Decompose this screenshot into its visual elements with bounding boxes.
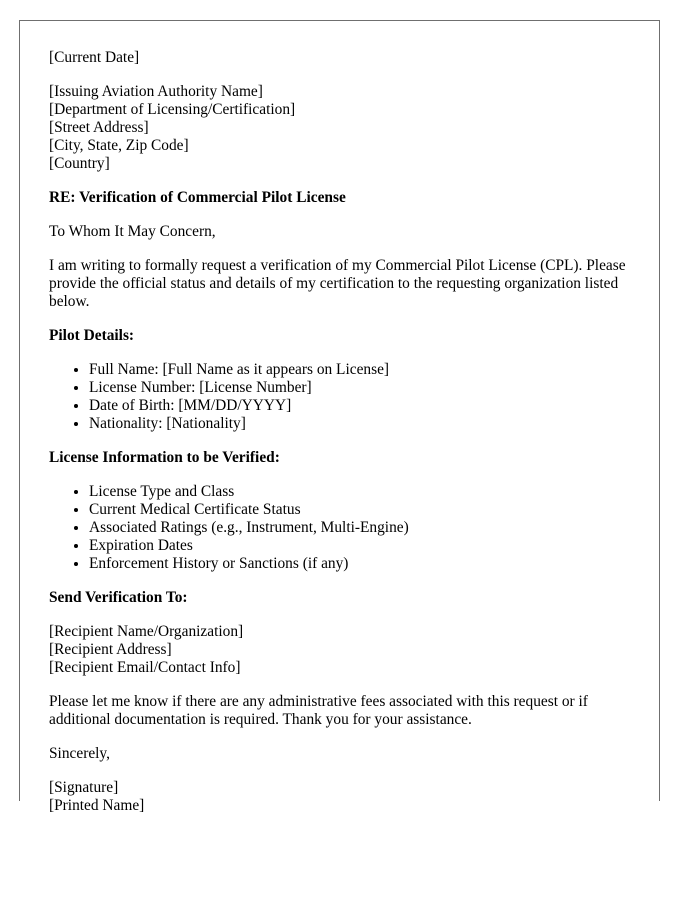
send-to-line: [Recipient Address] [49,641,172,658]
address-line: [Department of Licensing/Certification] [49,101,296,118]
license-info-heading: License Information to be Verified: [49,449,280,466]
send-to-heading: Send Verification To: [49,589,188,606]
date-line [49,49,639,67]
date: [Current Date] [49,49,140,66]
letter-page [19,20,660,814]
salutation: To Whom It May Concern, [49,223,216,240]
list-item: • Nationality: [Nationality] [89,415,639,433]
pilot-details-list [49,361,639,433]
send-to-block [49,623,639,677]
list-item: • License Type and Class [89,483,639,501]
sign-off: Sincerely, [49,745,110,762]
signature-line: [Signature] [49,779,119,796]
list-item: • Enforcement History or Sanctions (if any) [89,555,639,573]
list-item: • License Number: [License Number] [89,379,639,397]
address-line: [Street Address] [49,119,149,136]
address-line: [Country] [49,155,110,172]
list-item: • Full Name: [Full Name as it appears on License] [89,361,639,379]
recipient-address [49,83,639,173]
list-item: • Current Medical Certificate Status [89,501,639,519]
subject-line: RE: Verification of Commercial Pilot License [49,189,346,206]
intro-paragraph: I am writing to formally request a verification of my Commercial Pilot License (CPL). Please provide the official status and details of my certification to the requesting organization listed below. [49,257,626,310]
license-info-list [49,483,639,573]
list-item: • Date of Birth: [MM/DD/YYYY] [89,397,639,415]
closing-paragraph: Please let me know if there are any administrative fees associated with this request or if additional documentation is required. Thank you for your assistance. [49,693,588,728]
printed-name-line: [Printed Name] [49,797,145,814]
list-item: • Associated Ratings (e.g., Instrument, Multi-Engine) [89,519,639,537]
send-to-line: [Recipient Name/Organization] [49,623,244,640]
signature-block [49,779,639,815]
send-to-line: [Recipient Email/Contact Info] [49,659,241,676]
address-line: [Issuing Aviation Authority Name] [49,83,263,100]
pilot-details-heading: Pilot Details: [49,327,135,344]
letter-body [49,49,639,831]
list-item: • Expiration Dates [89,537,639,555]
address-line: [City, State, Zip Code] [49,137,189,154]
